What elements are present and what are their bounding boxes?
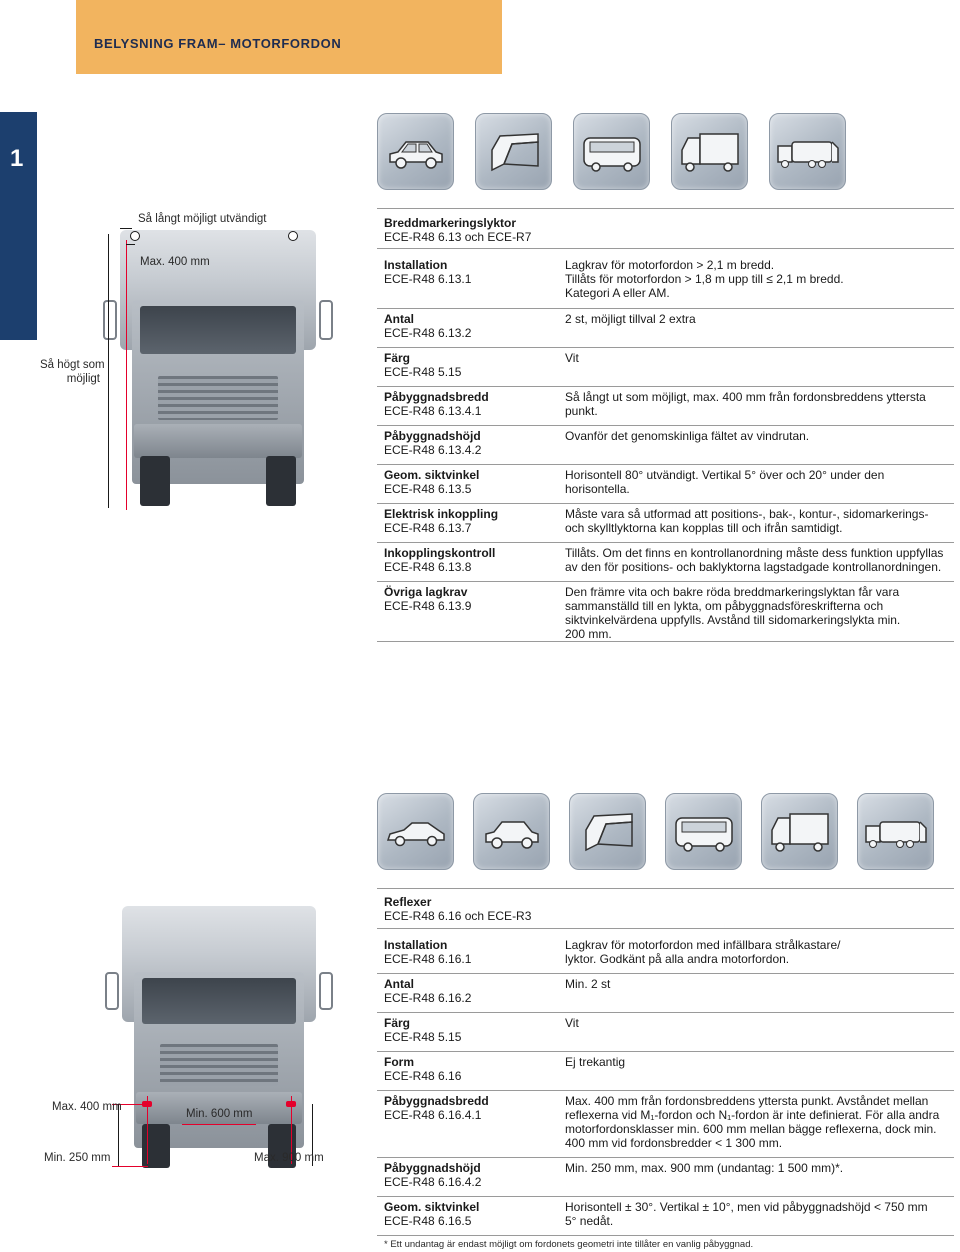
box-truck-icon <box>761 793 838 870</box>
truck-bumper <box>134 424 302 458</box>
row-rule <box>377 973 954 974</box>
row-value: Tillåts. Om det finns en kontrollanordning måste dess funktion uppfyllas av den för positions- och baklyktorna lagstadgade kontrollanordningen. <box>565 546 944 574</box>
section2-title-block <box>384 895 531 923</box>
row-value: 2 st, möjligt tillval 2 extra <box>565 312 696 326</box>
label-outward: Så långt möjligt utvändigt <box>138 213 267 225</box>
section1-top-rule <box>377 208 954 209</box>
section2-title: Reflexer <box>384 895 432 909</box>
row-reference: ECE-R48 6.13.9 <box>384 599 472 613</box>
row-heading: Antal <box>384 312 414 326</box>
chapter-number: 1 <box>10 145 24 172</box>
row-reference: ECE-R48 6.13.4.1 <box>384 404 482 418</box>
bus-icon <box>573 113 650 190</box>
row-value: Max. 400 mm från fordonsbreddens yttersta punkt. Avståndet mellan reflexerna vid M₁-fordon och N₁-fordon är inte definierat. För alla andra motorfordonsklasser min. 600 mm mellan bägge reflexerna, dock min. 400 mm vid fordonsbredder < 1 300 mm. <box>565 1094 940 1150</box>
row-rule <box>377 928 954 929</box>
row-heading: Påbyggnadshöjd <box>384 1161 481 1175</box>
row-reference: ECE-R48 6.13.8 <box>384 560 472 574</box>
label-min-600: Min. 600 mm <box>186 1108 253 1120</box>
ground-line <box>112 1166 148 1167</box>
row-rule <box>377 425 954 426</box>
row-reference: ECE-R48 6.16 <box>384 1069 462 1083</box>
row-reference: ECE-R48 6.13.4.2 <box>384 443 482 457</box>
row-label <box>384 1094 489 1122</box>
row-value: Horisontell ± 30°. Vertikal ± 10°, men vid påbyggnadshöjd < 750 mm 5° nedåt. <box>565 1200 928 1228</box>
mirror-right <box>319 300 333 340</box>
header-band <box>76 0 502 74</box>
max-dimension-line <box>126 244 135 245</box>
row-heading: Påbyggnadshöjd <box>384 429 481 443</box>
dim-tick <box>120 228 132 229</box>
row-value: Lagkrav för motorfordon med infällbara strålkastare/ lyktor. Godkänt på alla andra motorfordon. <box>565 938 841 966</box>
mirror-left <box>105 972 119 1010</box>
marker-lamp-left <box>130 231 140 241</box>
row-value: Vit <box>565 1016 579 1030</box>
car-icon <box>473 793 550 870</box>
row-rule <box>377 1012 954 1013</box>
row-heading: Påbyggnadsbredd <box>384 1094 489 1108</box>
row-label <box>384 312 471 340</box>
truck-grille <box>160 1044 278 1086</box>
row-label <box>384 258 471 286</box>
row-value: Så långt ut som möjligt, max. 400 mm från fordonsbreddens yttersta punkt. <box>565 390 926 418</box>
row-rule <box>377 308 954 309</box>
row-heading: Färg <box>384 351 411 365</box>
row-value: Min. 2 st <box>565 977 611 991</box>
row-label <box>384 1200 479 1228</box>
chapter-tab <box>0 112 37 340</box>
height-dimension-line <box>108 234 109 508</box>
row-value: Min. 250 mm, max. 900 mm (undantag: 1 500 mm)*. <box>565 1161 844 1175</box>
row-reference: ECE-R48 6.16.4.2 <box>384 1175 482 1189</box>
row-reference: ECE-R48 6.16.5 <box>384 1214 472 1228</box>
row-heading: Färg <box>384 1016 411 1030</box>
truck-windshield <box>140 306 296 354</box>
row-value: Måste vara så utformad att positions-, bak-, kontur-, sidomarkerings- och skylltlyktorna kan kopplas till och ifrån samtidigt. <box>565 507 929 535</box>
marker-lamp-right <box>288 231 298 241</box>
row-value: Vit <box>565 351 579 365</box>
row-label <box>384 468 479 496</box>
bus-icon <box>665 793 742 870</box>
outer-edge-line <box>126 240 127 510</box>
truck-wheel-right <box>266 456 296 506</box>
row-reference: ECE-R48 6.16.1 <box>384 952 472 966</box>
row-rule <box>377 542 954 543</box>
mirror-left <box>103 300 117 340</box>
label-height-1: Så högt som <box>40 359 105 371</box>
section1-title-block <box>384 216 531 244</box>
truck-grille <box>158 376 278 420</box>
row-rule <box>377 1090 954 1091</box>
label-max-400: Max. 400 mm <box>52 1101 122 1113</box>
row-rule <box>377 1196 954 1197</box>
row-heading: Övriga lagkrav <box>384 585 468 599</box>
row-label <box>384 1016 461 1044</box>
row-heading: Form <box>384 1055 414 1069</box>
row-rule <box>377 248 954 249</box>
vehicle-icon-row-top <box>377 113 846 190</box>
reflector-left-axis <box>147 1096 148 1164</box>
row-heading: Installation <box>384 938 448 952</box>
row-rule <box>377 581 954 582</box>
row-label <box>384 546 495 574</box>
box-truck-icon <box>671 113 748 190</box>
footnote: * Ett undantag är endast möjligt om fordonets geometri inte tillåter en vanlig påbyggnad. <box>384 1239 754 1250</box>
min-600-line <box>182 1124 256 1125</box>
row-reference: ECE-R48 6.13.7 <box>384 521 472 535</box>
row-value: Ovanför det genomskinliga fältet av vindrutan. <box>565 429 810 443</box>
section-bottom-rule <box>377 641 954 642</box>
section1-title: Breddmarkeringslyktor <box>384 216 517 230</box>
row-reference: ECE-R48 5.15 <box>384 1030 462 1044</box>
row-heading: Antal <box>384 977 414 991</box>
truck-windshield <box>142 978 296 1024</box>
row-label <box>384 351 461 379</box>
page-title: BELYSNING FRAM– MOTORFORDON <box>94 36 342 51</box>
row-heading: Geom. siktvinkel <box>384 468 480 482</box>
section2-top-rule <box>377 888 954 889</box>
row-label <box>384 938 471 966</box>
sedan-icon <box>377 793 454 870</box>
row-heading: Inkopplingskontroll <box>384 546 496 560</box>
section-bottom-rule <box>377 1235 954 1236</box>
mirror-right <box>319 972 333 1010</box>
row-label <box>384 1055 461 1083</box>
row-label <box>384 977 471 1005</box>
car-icon <box>377 113 454 190</box>
row-label <box>384 585 471 613</box>
row-reference: ECE-R48 6.13.2 <box>384 326 472 340</box>
row-label <box>384 1161 481 1189</box>
row-rule <box>377 1051 954 1052</box>
refuse-truck-icon <box>769 113 846 190</box>
row-rule <box>377 386 954 387</box>
refuse-truck-icon <box>857 793 934 870</box>
row-reference: ECE-R48 6.16.2 <box>384 991 472 1005</box>
row-heading: Installation <box>384 258 448 272</box>
row-label <box>384 429 481 457</box>
row-rule <box>377 1157 954 1158</box>
van-icon <box>569 793 646 870</box>
truck-wheel-left <box>140 456 170 506</box>
row-reference: ECE-R48 6.13.1 <box>384 272 472 286</box>
row-reference: ECE-R48 6.13.5 <box>384 482 472 496</box>
row-value: Horisontell 80° utvändigt. Vertikal 5° över och 20° under den horisontella. <box>565 468 885 496</box>
row-rule <box>377 464 954 465</box>
row-value: Den främre vita och bakre röda breddmarkeringslyktan får vara sammanställd till en lykta, om påbyggnadsföreskrifterna och siktvinkelvärdena uppfylls. Avstånd till sidomarkeringslykta min. 200 mm. <box>565 585 901 641</box>
row-rule <box>377 347 954 348</box>
row-value: Lagkrav för motorfordon > 2,1 m bredd. Tillåts för motorfordon > 1,8 m upp till ≤ 2,1 m bredd. Kategori A eller AM. <box>565 258 844 300</box>
row-heading: Geom. siktvinkel <box>384 1200 480 1214</box>
row-label <box>384 507 498 535</box>
row-label <box>384 390 489 418</box>
label-min-250: Min. 250 mm <box>44 1152 111 1164</box>
section1-title-ref: ECE-R48 6.13 och ECE-R7 <box>384 230 532 244</box>
label-height-2: möjligt <box>66 373 100 385</box>
vehicle-icon-row-bottom <box>377 793 934 870</box>
label-max-900: Max. 900 mm <box>254 1152 324 1164</box>
row-heading: Påbyggnadsbredd <box>384 390 489 404</box>
row-reference: ECE-R48 5.15 <box>384 365 462 379</box>
label-max-400: Max. 400 mm <box>140 256 210 268</box>
row-rule <box>377 503 954 504</box>
row-heading: Elektrisk inkoppling <box>384 507 499 521</box>
section2-title-ref: ECE-R48 6.16 och ECE-R3 <box>384 909 532 923</box>
row-reference: ECE-R48 6.16.4.1 <box>384 1108 482 1122</box>
row-value: Ej trekantig <box>565 1055 626 1069</box>
van-icon <box>475 113 552 190</box>
